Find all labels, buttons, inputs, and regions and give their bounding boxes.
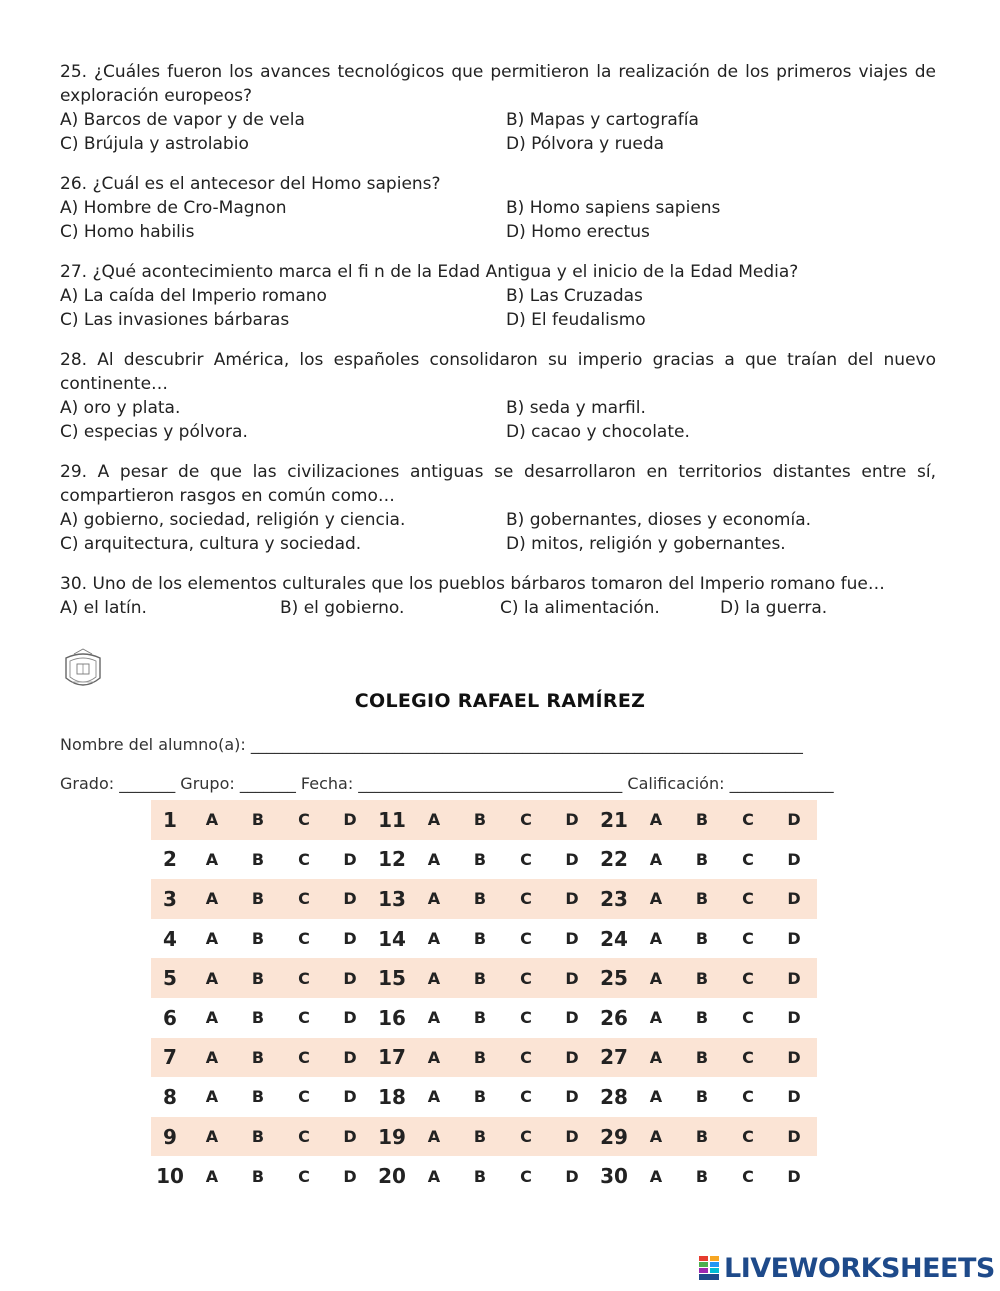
answer-choice-d[interactable]: D [787, 1166, 801, 1186]
question-number: 30 [600, 1164, 628, 1189]
question-30 [60, 572, 936, 620]
answer-row [151, 1117, 817, 1157]
answer-choice-d[interactable]: D [327, 879, 373, 919]
option-d: D) Homo erectus [506, 222, 650, 242]
answer-choice-a[interactable]: A [411, 958, 457, 998]
answer-choice-d[interactable]: D [343, 1087, 357, 1107]
question-25 [60, 60, 936, 156]
option-b: B) seda y marfil. [506, 398, 646, 418]
answer-choice-b[interactable]: B [457, 958, 503, 998]
answer-choice-d[interactable]: D [549, 1038, 595, 1078]
question-29 [60, 460, 936, 556]
answer-choice-b[interactable]: B [679, 958, 725, 998]
answer-choice-b[interactable]: B [473, 1087, 487, 1107]
answer-choice-c[interactable]: C [503, 879, 549, 919]
option-b: B) gobernantes, dioses y economía. [506, 510, 812, 530]
answer-choice-a[interactable]: A [427, 929, 441, 949]
question-text: 27. ¿Qué acontecimiento marca el fi n de la Edad Antigua y el inicio de la Edad Media? [60, 262, 799, 282]
answer-choice-c[interactable]: C [503, 1117, 549, 1157]
answer-choice-b[interactable]: B [679, 800, 725, 840]
answer-choice-b[interactable]: B [251, 1166, 265, 1186]
question-number: 5 [151, 958, 189, 998]
answer-choice-c[interactable]: C [725, 958, 771, 998]
option-a: A) el latín. [60, 598, 147, 618]
answer-choice-c[interactable]: C [503, 800, 549, 840]
answer-row [151, 879, 817, 919]
answer-choice-c[interactable]: C [298, 1008, 310, 1028]
answer-choice-c[interactable]: C [503, 958, 549, 998]
question-number: 21 [595, 800, 633, 840]
question-27 [60, 260, 936, 332]
question-text: 28. Al descubrir América, los españoles consolidaron su imperio gracias a que traían del nuevo continente… [60, 350, 936, 394]
answer-choice-a[interactable]: A [189, 1038, 235, 1078]
answer-choice-b[interactable]: B [235, 958, 281, 998]
question-number: 4 [163, 926, 177, 951]
answer-choice-d[interactable]: D [327, 800, 373, 840]
answer-choice-b[interactable]: B [457, 879, 503, 919]
answer-choice-b[interactable]: B [457, 800, 503, 840]
answer-choice-a[interactable]: A [411, 1117, 457, 1157]
liveworksheets-branding [698, 1252, 995, 1284]
question-number: 29 [595, 1117, 633, 1157]
answer-row [151, 1156, 817, 1196]
answer-choice-d[interactable]: D [771, 1117, 817, 1157]
answer-choice-b[interactable]: B [695, 849, 709, 869]
answer-choice-d[interactable]: D [327, 1117, 373, 1157]
answer-choice-d[interactable]: D [549, 1117, 595, 1157]
answer-choice-a[interactable]: A [427, 849, 441, 869]
answer-choice-a[interactable]: A [427, 1008, 441, 1028]
answer-choice-a[interactable]: A [633, 958, 679, 998]
answer-choice-a[interactable]: A [633, 879, 679, 919]
question-number: 20 [378, 1164, 406, 1189]
answer-choice-b[interactable]: B [251, 849, 265, 869]
question-number: 13 [373, 879, 411, 919]
question-text: 30. Uno de los elementos culturales que los pueblos bárbaros tomaron del Imperio romano fue… [60, 574, 885, 594]
option-c: C) arquitectura, cultura y sociedad. [60, 534, 362, 554]
option-b: B) el gobierno. [280, 598, 405, 618]
answer-choice-c[interactable]: C [742, 929, 754, 949]
option-d: D) El feudalismo [506, 310, 646, 330]
answer-row [151, 919, 817, 959]
answer-choice-c[interactable]: C [520, 1087, 532, 1107]
answer-choice-b[interactable]: B [251, 1008, 265, 1028]
answer-choice-a[interactable]: A [427, 1166, 441, 1186]
answer-choice-a[interactable]: A [649, 849, 663, 869]
answer-choice-d[interactable]: D [787, 1087, 801, 1107]
answer-choice-d[interactable]: D [771, 1038, 817, 1078]
question-number: 8 [163, 1084, 177, 1109]
answer-choice-a[interactable]: A [411, 1038, 457, 1078]
answer-choice-c[interactable]: C [298, 1166, 310, 1186]
question-number: 2 [163, 847, 177, 872]
answer-choice-b[interactable]: B [235, 1117, 281, 1157]
answer-row [151, 800, 817, 840]
answer-choice-a[interactable]: A [205, 929, 219, 949]
answer-choice-c[interactable]: C [742, 1087, 754, 1107]
question-28 [60, 348, 936, 444]
answer-choice-a[interactable]: A [633, 800, 679, 840]
answer-choice-b[interactable]: B [457, 1038, 503, 1078]
answer-choice-a[interactable]: A [411, 879, 457, 919]
question-number: 22 [600, 847, 628, 872]
answer-choice-d[interactable]: D [771, 879, 817, 919]
answer-choice-c[interactable]: C [520, 1166, 532, 1186]
answer-choice-c[interactable]: C [725, 879, 771, 919]
answer-choice-d[interactable]: D [327, 958, 373, 998]
answer-choice-c[interactable]: C [742, 1166, 754, 1186]
answer-choice-c[interactable]: C [742, 849, 754, 869]
option-c: C) especias y pólvora. [60, 422, 248, 442]
answer-choice-c[interactable]: C [520, 849, 532, 869]
answer-choice-b[interactable]: B [235, 879, 281, 919]
answer-choice-c[interactable]: C [298, 929, 310, 949]
question-number: 9 [151, 1117, 189, 1157]
answer-choice-c[interactable]: C [281, 1038, 327, 1078]
answer-choice-d[interactable]: D [343, 849, 357, 869]
answer-choice-d[interactable]: D [565, 849, 579, 869]
answer-choice-b[interactable]: B [695, 1087, 709, 1107]
student-name-field[interactable]: Nombre del alumno(a): _____________________________________________________________________ [60, 735, 803, 754]
answer-choice-b[interactable]: B [695, 1166, 709, 1186]
answer-choice-d[interactable]: D [343, 1008, 357, 1028]
option-c: C) la alimentación. [500, 598, 660, 618]
brand-text: LIVEWORKSHEETS [724, 1252, 995, 1284]
answer-choice-c[interactable]: C [298, 1087, 310, 1107]
answer-choice-c[interactable]: C [281, 879, 327, 919]
option-d: D) cacao y chocolate. [506, 422, 690, 442]
option-b: B) Homo sapiens sapiens [506, 198, 721, 218]
question-26 [60, 172, 936, 244]
option-a: A) La caída del Imperio romano [60, 286, 327, 306]
question-number: 17 [373, 1038, 411, 1078]
answer-row [151, 1038, 817, 1078]
question-number: 6 [163, 1005, 177, 1030]
answer-choice-d[interactable]: D [565, 1166, 579, 1186]
question-number: 19 [373, 1117, 411, 1157]
answer-choice-d[interactable]: D [327, 1038, 373, 1078]
answer-choice-d[interactable]: D [771, 800, 817, 840]
option-d: D) la guerra. [720, 598, 828, 618]
option-d: D) Pólvora y rueda [506, 134, 665, 154]
answer-row [151, 1077, 817, 1117]
answer-choice-b[interactable]: B [679, 1038, 725, 1078]
question-number: 18 [378, 1084, 406, 1109]
option-c: C) Las invasiones bárbaras [60, 310, 290, 330]
answer-choice-c[interactable]: C [520, 929, 532, 949]
question-number: 7 [151, 1038, 189, 1078]
question-number: 27 [595, 1038, 633, 1078]
answer-choice-c[interactable]: C [281, 958, 327, 998]
question-number: 26 [600, 1005, 628, 1030]
question-number: 28 [600, 1084, 628, 1109]
answer-choice-d[interactable]: D [343, 1166, 357, 1186]
answer-choice-a[interactable]: A [649, 1008, 663, 1028]
question-text: 26. ¿Cuál es el antecesor del Homo sapiens? [60, 174, 441, 194]
option-a: A) gobierno, sociedad, religión y ciencia. [60, 510, 406, 530]
question-number: 10 [156, 1164, 184, 1189]
answer-choice-c[interactable]: C [503, 1038, 549, 1078]
answer-choice-a[interactable]: A [649, 929, 663, 949]
answer-choice-d[interactable]: D [565, 1087, 579, 1107]
answer-choice-c[interactable]: C [725, 800, 771, 840]
answer-sheet-table [151, 800, 817, 1196]
liveworksheets-logo-icon [698, 1255, 720, 1281]
question-number: 16 [378, 1005, 406, 1030]
answer-choice-c[interactable]: C [725, 1038, 771, 1078]
question-number: 24 [600, 926, 628, 951]
answer-choice-d[interactable]: D [787, 1008, 801, 1028]
question-number: 12 [378, 847, 406, 872]
answer-choice-b[interactable]: B [679, 879, 725, 919]
question-number: 23 [595, 879, 633, 919]
answer-choice-d[interactable]: D [565, 929, 579, 949]
answer-choice-a[interactable]: A [649, 1087, 663, 1107]
option-b: B) Mapas y cartografía [506, 110, 699, 130]
answer-choice-d[interactable]: D [771, 958, 817, 998]
answer-choice-a[interactable]: A [411, 800, 457, 840]
answer-choice-c[interactable]: C [281, 1117, 327, 1157]
answer-choice-a[interactable]: A [205, 1087, 219, 1107]
question-number: 3 [151, 879, 189, 919]
answer-choice-a[interactable]: A [189, 958, 235, 998]
answer-choice-a[interactable]: A [189, 879, 235, 919]
question-number: 14 [378, 926, 406, 951]
option-a: A) Barcos de vapor y de vela [60, 110, 305, 130]
question-number: 1 [151, 800, 189, 840]
answer-choice-b[interactable]: B [251, 1087, 265, 1107]
option-c: C) Brújula y astrolabio [60, 134, 249, 154]
answer-choice-a[interactable]: A [189, 800, 235, 840]
answer-choice-b[interactable]: B [679, 1117, 725, 1157]
question-number: 15 [373, 958, 411, 998]
answer-choice-d[interactable]: D [565, 1008, 579, 1028]
answer-choice-b[interactable]: B [695, 929, 709, 949]
answer-choice-d[interactable]: D [787, 849, 801, 869]
answer-choice-c[interactable]: C [281, 800, 327, 840]
option-a: A) oro y plata. [60, 398, 181, 418]
question-number: 25 [595, 958, 633, 998]
answer-choice-b[interactable]: B [473, 849, 487, 869]
answer-choice-b[interactable]: B [473, 1166, 487, 1186]
answer-choice-a[interactable]: A [205, 1166, 219, 1186]
answer-choice-a[interactable]: A [427, 1087, 441, 1107]
answer-choice-d[interactable]: D [549, 958, 595, 998]
answer-choice-a[interactable]: A [649, 1166, 663, 1186]
answer-choice-a[interactable]: A [633, 1117, 679, 1157]
answer-choice-a[interactable]: A [205, 1008, 219, 1028]
grade-info-fields[interactable]: Grado: _______ Grupo: _______ Fecha: _________________________________ Calificación: _____________ [60, 774, 834, 793]
answer-choice-b[interactable]: B [235, 800, 281, 840]
school-name: COLEGIO RAFAEL RAMÍREZ [354, 690, 646, 712]
option-c: C) Homo habilis [60, 222, 195, 242]
answer-choice-c[interactable]: C [298, 849, 310, 869]
answer-choice-b[interactable]: B [695, 1008, 709, 1028]
answer-choice-d[interactable]: D [549, 879, 595, 919]
school-crest-icon [60, 648, 106, 692]
option-b: B) Las Cruzadas [506, 286, 643, 306]
question-text: 29. A pesar de que las civilizaciones antiguas se desarrollaron en territorios distantes entre sí, compartieron rasgos en común como… [60, 462, 936, 506]
answer-choice-b[interactable]: B [473, 929, 487, 949]
question-number: 11 [373, 800, 411, 840]
answer-choice-a[interactable]: A [205, 849, 219, 869]
answer-choice-d[interactable]: D [787, 929, 801, 949]
answer-row [151, 998, 817, 1038]
answer-choice-a[interactable]: A [189, 1117, 235, 1157]
answer-row [151, 958, 817, 998]
answer-choice-d[interactable]: D [549, 800, 595, 840]
question-text: 25. ¿Cuáles fueron los avances tecnológicos que permitieron la realización de los primeros viajes de exploración europeos? [60, 62, 936, 106]
answer-choice-a[interactable]: A [633, 1038, 679, 1078]
answer-choice-b[interactable]: B [251, 929, 265, 949]
answer-choice-c[interactable]: C [725, 1117, 771, 1157]
answer-choice-b[interactable]: B [457, 1117, 503, 1157]
answer-choice-c[interactable]: C [742, 1008, 754, 1028]
option-d: D) mitos, religión y gobernantes. [506, 534, 786, 554]
answer-choice-b[interactable]: B [473, 1008, 487, 1028]
answer-row [151, 840, 817, 880]
answer-choice-b[interactable]: B [235, 1038, 281, 1078]
answer-choice-d[interactable]: D [343, 929, 357, 949]
answer-choice-c[interactable]: C [520, 1008, 532, 1028]
option-a: A) Hombre de Cro-Magnon [60, 198, 287, 218]
